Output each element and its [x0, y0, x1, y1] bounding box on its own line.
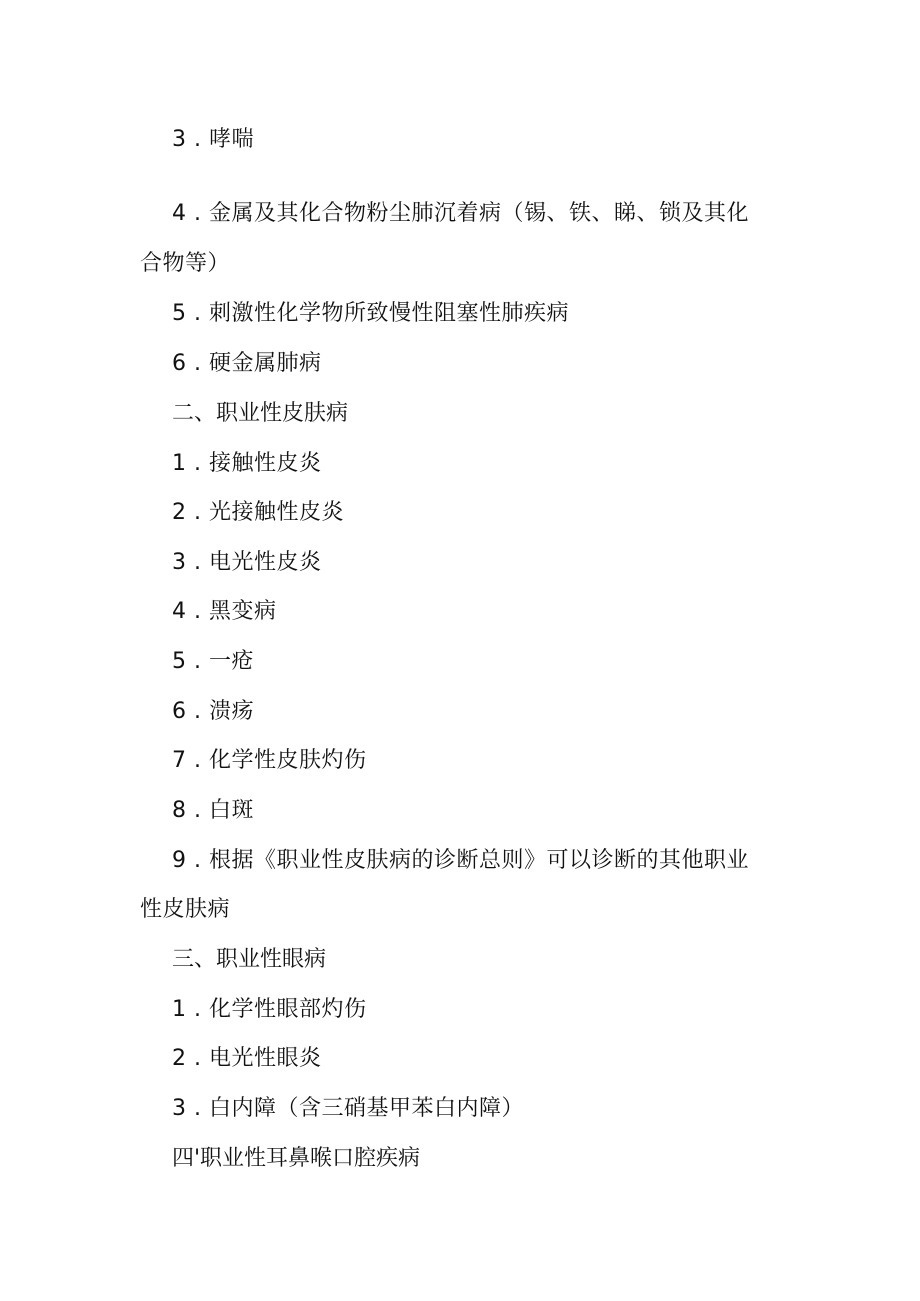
- list-item: 9 . 根据《职业性皮肤病的诊断总则》可以诊断的其他职业: [172, 848, 749, 873]
- section-heading: 三、职业性眼病: [172, 947, 327, 972]
- list-item: 5 . 一疮: [172, 649, 254, 674]
- list-item: 2 . 光接触性皮炎: [172, 500, 344, 525]
- list-item: 1 . 接触性皮炎: [172, 451, 322, 476]
- list-item: 6 . 硬金属肺病: [172, 351, 322, 376]
- list-item-continuation: 合物等）: [140, 251, 231, 276]
- list-item: 8 . 白斑: [172, 798, 254, 823]
- list-item: 6 . 溃疡: [172, 699, 254, 724]
- list-item: 4 . 黑变病: [172, 599, 277, 624]
- section-heading: 二、职业性皮肤病: [172, 401, 349, 426]
- list-item-continuation: 性皮肤病: [140, 897, 231, 922]
- list-item: 3 . 哮喘: [172, 127, 254, 152]
- list-item: 3 . 白内障（含三硝基甲苯白内障）: [172, 1096, 524, 1121]
- list-item: 2 . 电光性眼炎: [172, 1046, 322, 1071]
- list-item: 7 . 化学性皮肤灼伤: [172, 748, 367, 773]
- list-item: 1 . 化学性眼部灼伤: [172, 997, 367, 1022]
- list-item: 4 . 金属及其化合物粉尘肺沉着病（锡、铁、睇、锁及其化: [172, 201, 749, 226]
- list-item: 3 . 电光性皮炎: [172, 550, 322, 575]
- list-item: 5 . 刺激性化学物所致慢性阻塞性肺疾病: [172, 301, 569, 326]
- section-heading: 四'职业性耳鼻喉口腔疾病: [172, 1146, 421, 1171]
